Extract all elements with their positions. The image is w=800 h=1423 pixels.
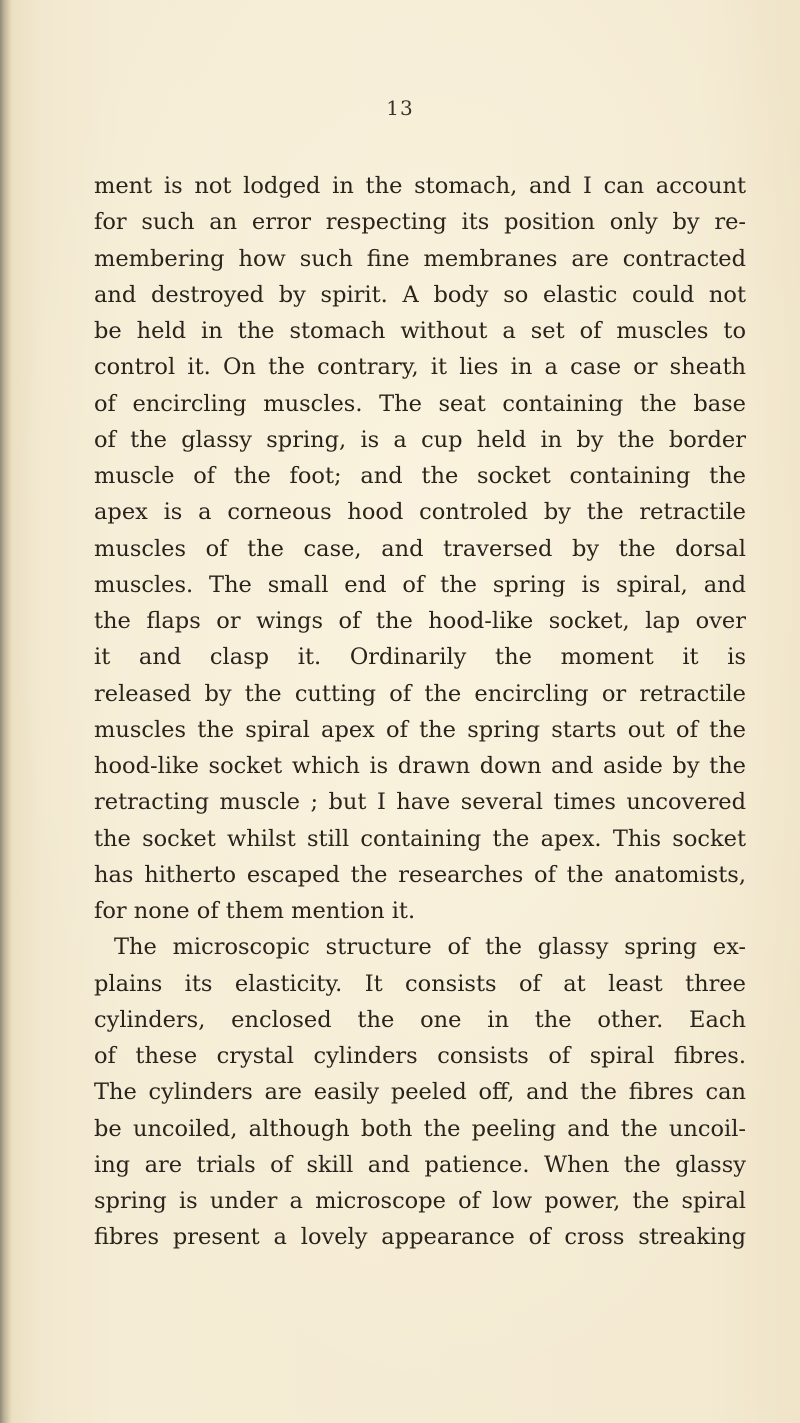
text-line: has hitherto escaped the researches of the anatomists, bbox=[94, 861, 746, 888]
text-line: plains its elasticity. It consists of at least three bbox=[94, 970, 746, 997]
text-line: cylinders, enclosed the one in the other. Each bbox=[94, 1006, 746, 1033]
text-line: apex is a corneous hood controled by the retractile bbox=[94, 499, 746, 526]
text-line: ing are trials of skill and patience. When the glassy bbox=[94, 1151, 746, 1178]
text-line: of these crystal cylinders consists of spiral fibres. bbox=[94, 1043, 746, 1069]
text-line: membering how such fine membranes are contracted bbox=[94, 245, 746, 272]
text-line: fibres present a lovely appearance of cross streaking bbox=[94, 1224, 746, 1251]
text-line: it and clasp it. Ordinarily the moment it is bbox=[94, 644, 746, 671]
text-line: and destroyed by spirit. A body so elastic could not bbox=[94, 281, 746, 308]
page-number: 13 bbox=[386, 96, 414, 120]
paragraph-end-line: for none of them mention it. bbox=[94, 898, 416, 924]
text-line: ment is not lodged in the stomach, and I can account bbox=[94, 173, 746, 199]
text-line: of encircling muscles. The seat containing the base bbox=[94, 390, 746, 417]
text-line: released by the cutting of the encircling or retractile bbox=[94, 680, 746, 707]
text-line: of the glassy spring, is a cup held in by the border bbox=[94, 426, 746, 453]
paragraph-start-line: The microscopic structure of the glassy spring ex- bbox=[114, 934, 746, 961]
body-text bbox=[94, 168, 746, 1256]
text-line: the flaps or wings of the hood-like socket, lap over bbox=[94, 608, 746, 634]
text-line: control it. On the contrary, it lies in a case or sheath bbox=[94, 354, 746, 381]
text-line: retracting muscle ; but I have several times uncovered bbox=[94, 789, 746, 816]
text-line: muscle of the foot; and the socket containing the bbox=[94, 463, 746, 489]
text-line: be uncoiled, although both the peeling and the uncoil- bbox=[94, 1115, 746, 1142]
text-line: the socket whilst still containing the apex. This socket bbox=[94, 825, 746, 852]
text-line: muscles the spiral apex of the spring starts out of the bbox=[94, 716, 746, 743]
binding-edge bbox=[0, 0, 12, 1423]
text-line: spring is under a microscope of low power, the spiral bbox=[94, 1188, 746, 1214]
text-line: muscles of the case, and traversed by the dorsal bbox=[94, 535, 746, 562]
text-line: be held in the stomach without a set of muscles to bbox=[94, 318, 746, 344]
text-line: for such an error respecting its position only by re- bbox=[94, 209, 746, 236]
text-line: hood-like socket which is drawn down and aside by the bbox=[94, 753, 746, 779]
text-line: muscles. The small end of the spring is spiral, and bbox=[94, 571, 746, 598]
text-line: The cylinders are easily peeled off, and the fibres can bbox=[94, 1079, 746, 1106]
